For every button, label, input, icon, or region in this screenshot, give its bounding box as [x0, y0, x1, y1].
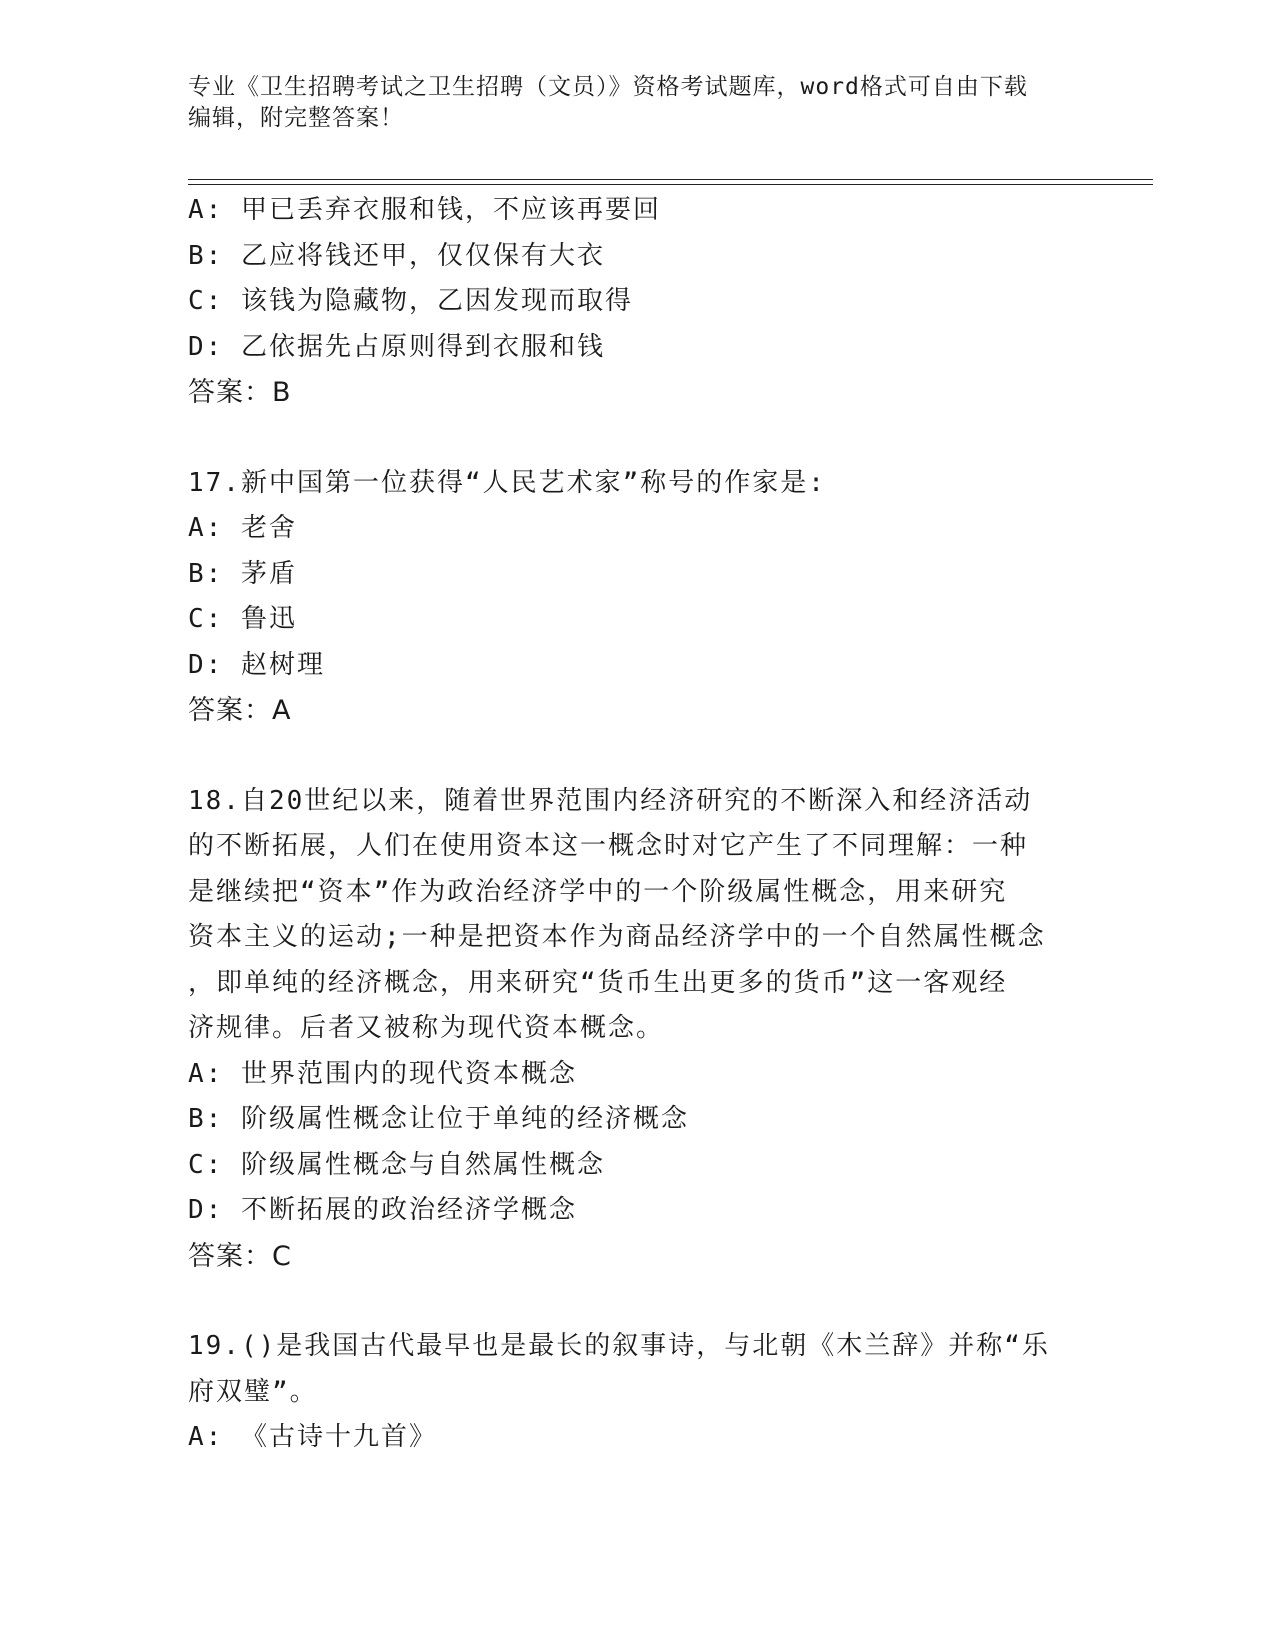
question-list	[188, 188, 1088, 1461]
question-18	[188, 779, 1088, 1280]
option-a: A: 老舍	[188, 513, 297, 543]
document-header	[188, 72, 1068, 134]
option-a: A: 甲已丢弃衣服和钱，不应该再要回	[188, 195, 661, 225]
option-c: C: 该钱为隐藏物，乙因发现而取得	[188, 286, 633, 316]
question-text: 17.新中国第一位获得“人民艺术家”称号的作家是:	[188, 467, 826, 498]
question-text-line: 19.()是我国古代最早也是最长的叙事诗，与北朝《木兰辞》并称“乐	[188, 1331, 1050, 1361]
question-text-line: 18.自20世纪以来，随着世界范围内经济研究的不断深入和经济活动	[188, 785, 1033, 816]
option-d: D: 乙依据先占原则得到衣服和钱	[188, 331, 605, 362]
option-d: D: 不断拓展的政治经济学概念	[188, 1195, 577, 1225]
option-a: A: 世界范围内的现代资本概念	[188, 1058, 577, 1089]
question-17	[188, 461, 1088, 734]
header-line-1: 专业《卫生招聘考试之卫生招聘（文员）》资格考试题库，word格式可自由下载	[188, 74, 1028, 100]
answer: 答案：C	[188, 1240, 292, 1272]
option-a: A: 《古诗十九首》	[188, 1422, 437, 1452]
header-divider-top	[188, 179, 1153, 180]
question-16	[188, 188, 1088, 416]
option-c: C: 鲁迅	[188, 604, 297, 634]
question-text-line: 的不断拓展，人们在使用资本这一概念时对它产生了不同理解：一种	[188, 831, 1029, 861]
question-19	[188, 1324, 1088, 1461]
question-text-line: 资本主义的运动;一种是把资本作为商品经济学中的一个自然属性概念	[188, 922, 1046, 952]
option-b: B: 阶级属性概念让位于单纯的经济概念	[188, 1104, 689, 1134]
option-b: B: 茅盾	[188, 558, 297, 589]
question-text-line: 是继续把“资本”作为政治经济学中的一个阶级属性概念，用来研究	[188, 876, 1008, 907]
question-text-line: 府双璧”。	[188, 1376, 318, 1407]
answer: 答案：B	[188, 377, 292, 408]
header-divider-bottom	[188, 184, 1153, 185]
option-c: C: 阶级属性概念与自然属性概念	[188, 1149, 605, 1180]
option-d: D: 赵树理	[188, 649, 325, 680]
question-text-line: ，即单纯的经济概念，用来研究“货币生出更多的货币”这一客观经	[188, 967, 1008, 998]
answer: 答案：A	[188, 695, 292, 726]
header-line-2: 编辑，附完整答案！	[188, 105, 404, 131]
option-b: B: 乙应将钱还甲，仅仅保有大衣	[188, 240, 605, 271]
question-text-line: 济规律。后者又被称为现代资本概念。	[188, 1013, 665, 1043]
